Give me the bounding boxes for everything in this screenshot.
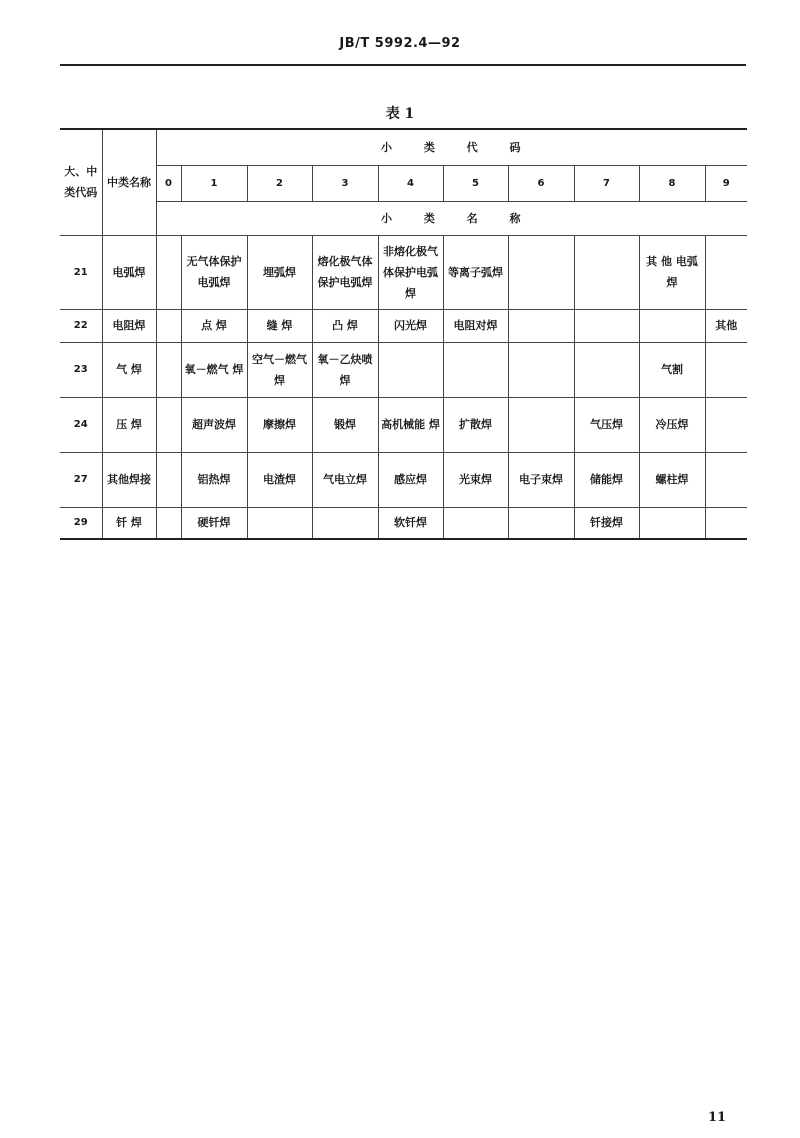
classification-table (60, 128, 747, 540)
cell (705, 397, 747, 452)
middle-name-label: 中类名称 (107, 175, 151, 189)
sub-code-9: 9 (705, 165, 747, 201)
cell: 气割 (639, 342, 705, 397)
cell (443, 507, 508, 539)
sub-code-label: 小 类 代 码 (156, 129, 747, 165)
cell: 冷压焊 (639, 397, 705, 452)
cell (639, 309, 705, 342)
table-row (60, 235, 747, 309)
cell (705, 507, 747, 539)
cell (705, 452, 747, 507)
cell (574, 235, 639, 309)
cell: 氧－燃气 焊 (181, 342, 247, 397)
cell: 摩擦焊 (247, 397, 312, 452)
sub-code-1: 1 (181, 165, 247, 201)
cell: 其他 (705, 309, 747, 342)
row-name: 压 焊 (102, 397, 156, 452)
table-row (60, 452, 747, 507)
cell (508, 507, 574, 539)
cell: 硬钎焊 (181, 507, 247, 539)
cell: 气电立焊 (312, 452, 378, 507)
cell: 电子束焊 (508, 452, 574, 507)
middle-name-header-cell (102, 129, 156, 235)
cell: 螺柱焊 (639, 452, 705, 507)
row-code: 22 (60, 309, 102, 342)
cell: 点 焊 (181, 309, 247, 342)
cell (508, 309, 574, 342)
cell: 凸 焊 (312, 309, 378, 342)
cell: 锻焊 (312, 397, 378, 452)
cell: 埋弧焊 (247, 235, 312, 309)
cell: 高机械能 焊 (378, 397, 443, 452)
cell (156, 235, 181, 309)
cell: 等离子弧焊 (443, 235, 508, 309)
cell (639, 507, 705, 539)
cell: 缝 焊 (247, 309, 312, 342)
cell: 超声波焊 (181, 397, 247, 452)
cell: 无气体保护电弧焊 (181, 235, 247, 309)
cell: 气压焊 (574, 397, 639, 452)
cell: 空气－燃气焊 (247, 342, 312, 397)
cell: 钎接焊 (574, 507, 639, 539)
cell (508, 397, 574, 452)
table-row (60, 342, 747, 397)
row-name: 电阻焊 (102, 309, 156, 342)
cell (156, 507, 181, 539)
sub-code-8: 8 (639, 165, 705, 201)
sub-name-label: 小 类 名 称 (156, 201, 747, 235)
row-code: 27 (60, 452, 102, 507)
cell: 熔化极气体保护电弧焊 (312, 235, 378, 309)
cell: 非熔化极气体保护电弧焊 (378, 235, 443, 309)
sub-code-6: 6 (508, 165, 574, 201)
document-header: JB/T 5992.4—92 (339, 36, 461, 51)
sub-code-2: 2 (247, 165, 312, 201)
sub-code-7: 7 (574, 165, 639, 201)
cell (156, 397, 181, 452)
cell (508, 342, 574, 397)
cell (156, 342, 181, 397)
table-caption: 表 1 (385, 106, 415, 122)
row-name: 钎 焊 (102, 507, 156, 539)
cell: 其 他 电弧焊 (639, 235, 705, 309)
corner-label: 大、中类代码 (64, 165, 98, 200)
page-number: 11 (708, 1110, 727, 1125)
row-name: 电弧焊 (102, 235, 156, 309)
row-code: 23 (60, 342, 102, 397)
cell (574, 309, 639, 342)
cell: 感应焊 (378, 452, 443, 507)
cell: 铝热焊 (181, 452, 247, 507)
cell: 闪光焊 (378, 309, 443, 342)
cell: 储能焊 (574, 452, 639, 507)
cell (574, 342, 639, 397)
table-row (60, 507, 747, 539)
cell (443, 342, 508, 397)
cell (247, 507, 312, 539)
row-code: 21 (60, 235, 102, 309)
sub-code-4: 4 (378, 165, 443, 201)
row-name: 其他焊接 (102, 452, 156, 507)
cell (508, 235, 574, 309)
table-row (60, 397, 747, 452)
cell (378, 342, 443, 397)
row-name: 气 焊 (102, 342, 156, 397)
cell (156, 309, 181, 342)
corner-label-cell (60, 129, 102, 235)
cell (705, 235, 747, 309)
sub-code-3: 3 (312, 165, 378, 201)
cell (312, 507, 378, 539)
cell: 电阻对焊 (443, 309, 508, 342)
sub-code-5: 5 (443, 165, 508, 201)
cell (705, 342, 747, 397)
cell (156, 452, 181, 507)
cell: 软钎焊 (378, 507, 443, 539)
cell: 光束焊 (443, 452, 508, 507)
sub-code-0: 0 (156, 165, 181, 201)
header-rule (60, 64, 746, 66)
row-code: 29 (60, 507, 102, 539)
cell: 电渣焊 (247, 452, 312, 507)
row-code: 24 (60, 397, 102, 452)
table-row (60, 309, 747, 342)
cell: 氧－乙炔喷焊 (312, 342, 378, 397)
cell: 扩散焊 (443, 397, 508, 452)
